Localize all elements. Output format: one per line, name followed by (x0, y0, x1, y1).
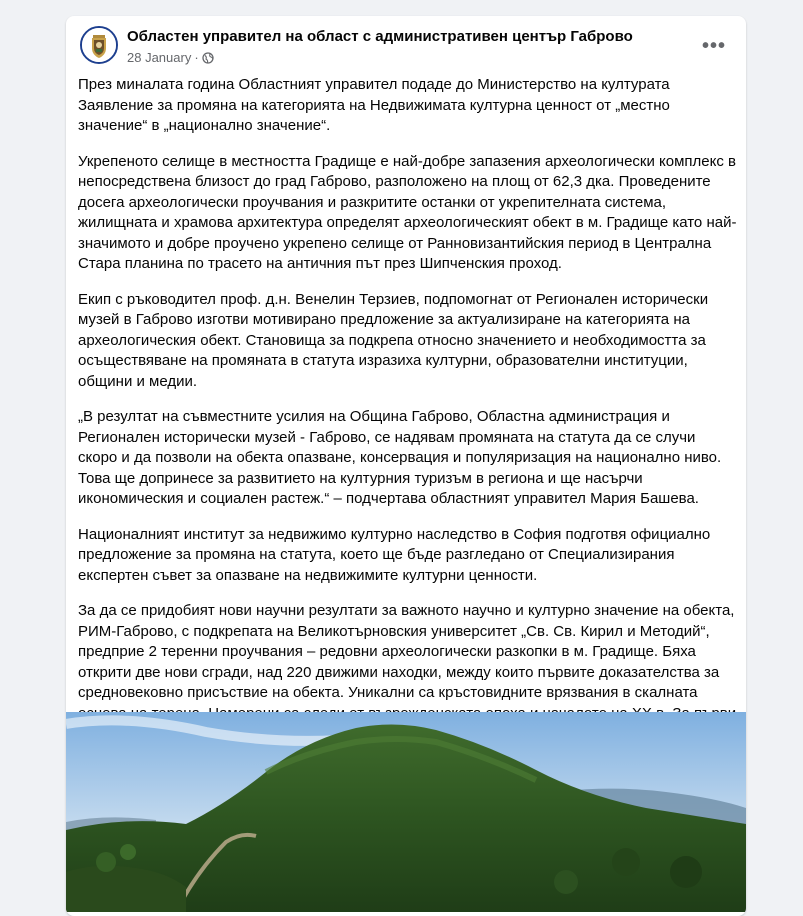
coat-of-arms-icon (82, 28, 116, 62)
post-paragraph: През миналата година Областният управител подаде до Министерство на културата Заявление за промяна на категорията на Недвижимата културна ценност от „местно значение“ в „национално значение“. (78, 76, 670, 134)
more-options-icon[interactable]: ••• (701, 34, 726, 57)
meta-separator: · (194, 50, 199, 65)
post-text (78, 75, 738, 780)
post-photo[interactable] (66, 712, 746, 912)
post-date[interactable]: 28 January (127, 50, 192, 65)
page-top-edge (0, 0, 803, 8)
post-paragraph: Екип с ръководител проф. д.н. Венелин Терзиев, подпомогнат от Регионален исторически музей в Габрово изготви мотивирано предложение за актуализиране на категорията на археологическия обект. Становища за подкрепа относно значението и необходимостта за осъществяване на промяната в статута изразиха културни, образователни институции, общини и медии. (78, 290, 709, 390)
post-meta (127, 50, 214, 65)
post-paragraph: Укрепеното селище в местността Градище е най-добре запазения археологически комплекс в непосредствена близост до град Габрово, разположено на площ от 62,3 дка. Проведените досега археологически проучвания и разкритите останки от укрепителната система, жилищната и храмова архитектура определят археологическият обект в м. Градище като най-значимото и добре проучено укрепено селище от Ранновизантийския период в Централна Стара планина по трасето на античния път през Шипченския проход. (78, 152, 737, 272)
post-card (66, 16, 746, 916)
post-header (80, 26, 732, 70)
post-author[interactable]: Областен управител на област с административен център Габрово (127, 28, 633, 45)
globe-icon (202, 52, 214, 64)
avatar[interactable] (80, 26, 118, 64)
post-paragraph: За да се придобият нови научни резултати за важното научно и културно значение на обекта, РИМ-Габрово, с подкрепата на Великотърновския университет „Св. Св. Кирил и Методий“, предприе 2 теренни проучвания – редовни археологически разкопки в м. Градище. Бяха открити две нови сгради, над 220 движими находки, между които първите доказателства за средновековно присъствие на обекта. Уникални са кръстовидните врязвания в скалната (78, 602, 735, 701)
post-paragraph: Националният институт за недвижимо културно наследство в София подготвя официално предложение за промяна на статута, което ще бъде разгледано от Специализирания експертен съвет за опазване на недвижимите културни ценности. (78, 525, 711, 584)
post-paragraph: „В резултат на съвместните усилия на Община Габрово, Областна администрация и Регионален исторически музей - Габрово, се надявам промяната на статута да се случи скоро и да позволи на обекта опазване, консервация и популяризация на национално ниво. Това ще допринесе за развитието на културния туризъм в региона и ще насърчи икономическия и социален растеж.“ – подчертава областният управител Мария Башева. (78, 408, 722, 507)
forested-hill-photo (66, 712, 746, 912)
